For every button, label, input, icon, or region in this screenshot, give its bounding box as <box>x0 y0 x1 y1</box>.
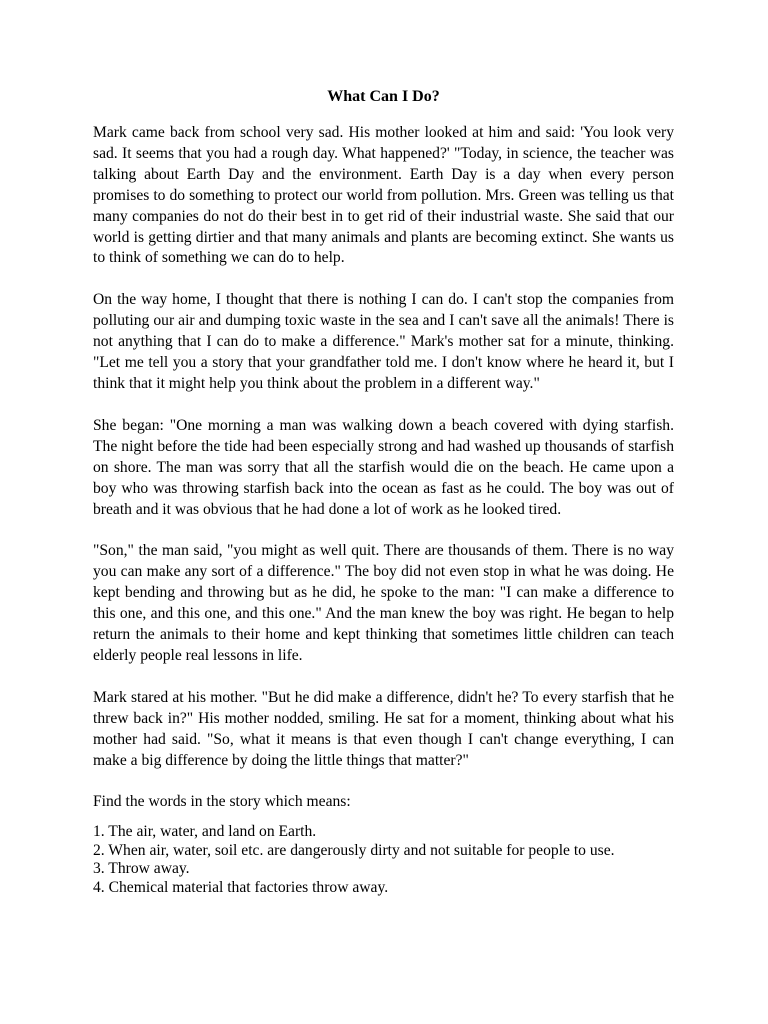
document-page <box>93 86 674 897</box>
exercise-prompt: Find the words in the story which means: <box>93 793 351 811</box>
question-list <box>93 823 674 897</box>
story-paragraph: She began: "One morning a man was walking down a beach covered with dying starfish. The night before the tide had been especially strong and had washed up thousands of starfish on shore. The man was sorry that all the starfish would die on the beach. He came upon a boy who was throwing starfish back into the ocean as fast as he could. The boy was out of breath and it was obvious that he had done a lot of work as he looked tired. <box>93 416 674 518</box>
question-item: 2. When air, water, soil etc. are dangerously dirty and not suitable for people to use. <box>93 841 615 859</box>
question-item: 1. The air, water, and land on Earth. <box>93 823 317 841</box>
story-paragraph: Mark stared at his mother. "But he did make a difference, didn't he? To every starfish that he threw back in?" His mother nodded, smiling. He sat for a moment, thinking about what his mother had said. "So, what it means is that even though I can't change everything, I can make a big difference by doing the little things that matter?" <box>93 688 674 769</box>
story-paragraph: "Son," the man said, "you might as well quit. There are thousands of them. There is no way you can make any sort of a difference." The boy did not even stop in what he was doing. He kept bending and throwing but as he did, he spoke to the man: "I can make a difference to this one, and this one, and this one." And the man knew the boy was right. He began to help return the animals to their home and kept thinking that sometimes little children can teach elderly people real lessons in life. <box>93 542 674 664</box>
document-title: What Can I Do? <box>327 88 440 105</box>
question-item: 4. Chemical material that factories throw away. <box>93 878 389 896</box>
story-paragraph: Mark came back from school very sad. His mother looked at him and said: 'You look very sad. It seems that you had a rough day. What happened?' "Today, in science, the teacher was talking about Earth Day and the environment. Earth Day is a day when every person promises to do something to protect our world from pollution. Mrs. Green was telling us that many companies do not do their best in to get rid of their industrial waste. She said that our world is getting dirtier and that many animals and plants are becoming extinct. She wants us to think of something we can do to help. <box>93 124 674 267</box>
story-paragraph: On the way home, I thought that there is nothing I can do. I can't stop the companies from polluting our air and dumping toxic waste in the sea and I can't save all the animals! There is not anything that I can do to make a difference." Mark's mother sat for a minute, thinking. "Let me tell you a story that your grandfather told me. I don't know where he heard it, but I think that it might help you think about the problem in a different way." <box>93 291 674 392</box>
question-item: 3. Throw away. <box>93 860 190 878</box>
